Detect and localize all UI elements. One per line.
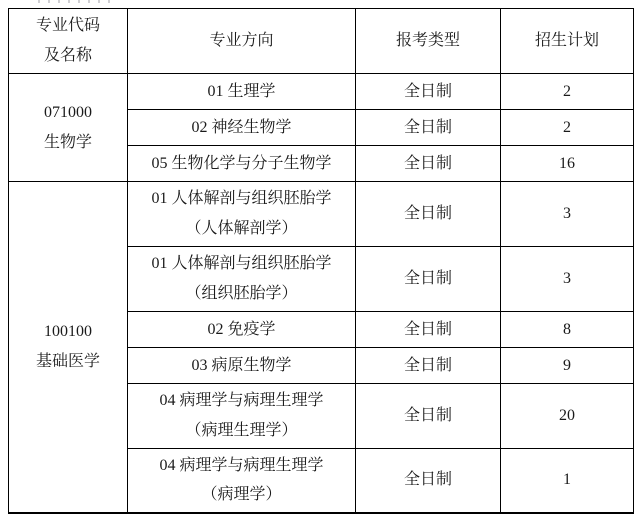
cropped-text-remnant: [38, 0, 118, 3]
direction-cell: [128, 110, 356, 146]
plan-value: 20: [559, 407, 575, 425]
type-cell: [356, 449, 501, 513]
direction-text: 02 神经生物学: [191, 118, 292, 136]
type-cell: [356, 74, 501, 110]
col-header-enrollment-plan: [501, 9, 634, 74]
major-code-cell-100100: [9, 182, 128, 513]
direction-subtext: （病理学）: [201, 486, 282, 504]
direction-cell: [128, 384, 356, 449]
direction-text: 01 人体解剖与组织胚胎学: [151, 255, 332, 273]
type-text: 全日制: [403, 356, 452, 374]
major-name: 生物学: [43, 133, 92, 151]
header-text: 招生计划: [534, 32, 599, 50]
plan-value: 16: [559, 154, 575, 172]
type-text: 全日制: [403, 154, 452, 172]
type-text: 全日制: [403, 205, 452, 223]
plan-cell: [501, 182, 634, 247]
type-text: 全日制: [403, 407, 452, 425]
type-cell: [356, 348, 501, 384]
type-text: 全日制: [403, 471, 452, 489]
header-text: 专业方向: [209, 32, 274, 50]
direction-text: 01 生理学: [207, 82, 276, 100]
direction-cell: [128, 74, 356, 110]
plan-value: 2: [563, 118, 571, 136]
plan-value: 8: [563, 320, 571, 338]
table-row: [9, 182, 634, 247]
type-cell: [356, 384, 501, 449]
direction-subtext: （病理生理学）: [185, 422, 298, 439]
header-text: 报考类型: [395, 32, 460, 50]
table-row: [9, 74, 634, 110]
plan-value: 9: [563, 356, 571, 374]
type-cell: [356, 182, 501, 247]
plan-value: 1: [563, 471, 571, 489]
direction-subtext: （组织胚胎学）: [185, 285, 298, 302]
plan-value: 3: [563, 270, 571, 288]
type-cell: [356, 146, 501, 182]
type-cell: [356, 312, 501, 348]
plan-cell: [501, 312, 634, 348]
direction-text: 01 人体解剖与组织胚胎学: [151, 190, 332, 208]
admissions-plan-table: [8, 8, 634, 514]
major-code: 071000: [44, 103, 92, 121]
major-name: 基础医学: [35, 352, 100, 370]
direction-text: 04 病理学与病理生理学: [159, 392, 324, 410]
direction-cell: [128, 348, 356, 384]
direction-subtext: （人体解剖学）: [185, 220, 298, 237]
direction-cell: [128, 247, 356, 312]
type-text: 全日制: [403, 320, 452, 338]
col-header-major-direction: [128, 9, 356, 74]
header-text: 及名称: [43, 47, 92, 64]
type-text: 全日制: [403, 270, 452, 288]
plan-cell: [501, 348, 634, 384]
plan-cell: [501, 449, 634, 513]
direction-cell: [128, 449, 356, 513]
direction-text: 03 病原生物学: [191, 356, 292, 374]
type-text: 全日制: [403, 82, 452, 100]
direction-cell: [128, 182, 356, 247]
major-code-cell-071000: [9, 74, 128, 182]
header-row: [9, 9, 634, 74]
direction-text: 04 病理学与病理生理学: [159, 456, 324, 474]
plan-value: 3: [563, 205, 571, 223]
type-text: 全日制: [403, 118, 452, 136]
plan-cell: [501, 146, 634, 182]
plan-cell: [501, 247, 634, 312]
col-header-application-type: [356, 9, 501, 74]
direction-text: 02 免疫学: [207, 320, 276, 338]
major-code: 100100: [44, 323, 92, 341]
header-text: 专业代码: [35, 17, 100, 35]
plan-cell: [501, 384, 634, 449]
direction-text: 05 生物化学与分子生物学: [151, 154, 332, 172]
plan-cell: [501, 74, 634, 110]
direction-cell: [128, 312, 356, 348]
plan-cell: [501, 110, 634, 146]
type-cell: [356, 247, 501, 312]
plan-value: 2: [563, 82, 571, 100]
direction-cell: [128, 146, 356, 182]
type-cell: [356, 110, 501, 146]
col-header-major-code-name: [9, 9, 128, 74]
